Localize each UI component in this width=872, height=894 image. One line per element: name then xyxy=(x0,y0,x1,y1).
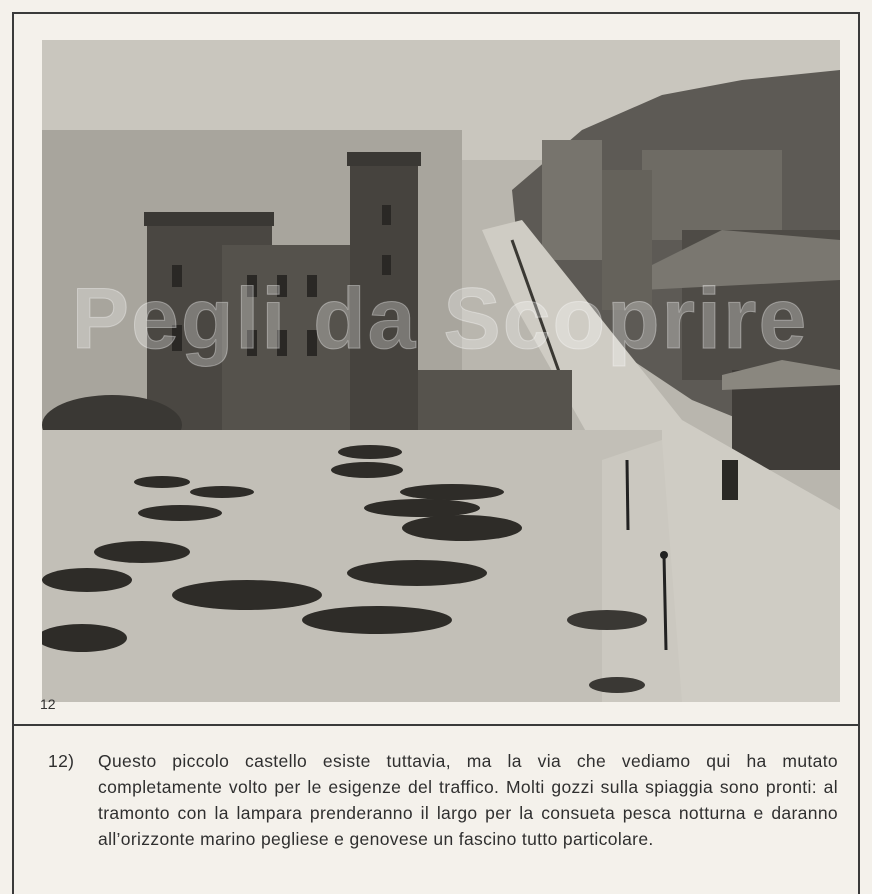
caption-block xyxy=(48,748,838,852)
caption-text: Questo piccolo castello esiste tuttavia, ma la via che vediamo qui ha mutato completamente volto per le esigenze del traffico. Molti gozzi sulla spiaggia sono pronti: al tramonto con la lampara prenderanno il largo per la consueta pesca notturna e daranno all’orizzonte marino pegliese e genovese un fascino tutto particolare. xyxy=(98,751,838,849)
castle-beach-photo xyxy=(42,40,840,702)
figure-number: 12 xyxy=(40,696,56,712)
historical-photo xyxy=(42,40,840,702)
divider xyxy=(12,724,860,726)
caption-number: 12) xyxy=(48,751,75,771)
watermark: Pegli da Scoprire xyxy=(71,271,809,367)
